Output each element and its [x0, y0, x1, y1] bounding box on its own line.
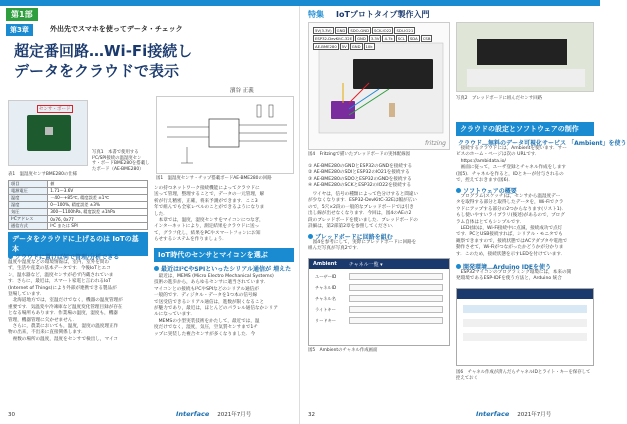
body-line: 図4を参考にして，実際にブレッドボードに回路を	[308, 240, 417, 245]
issue: 2021年7月号	[517, 412, 552, 418]
pin-label: ESP32-DevKitC-32E	[315, 36, 353, 41]
body-line: 技術の進歩から，あらゆるセンサに適当されています．	[154, 280, 269, 286]
bullet-icon	[456, 264, 461, 269]
body-line: 管理，機器管理に欠かせません．	[8, 317, 78, 323]
body-line: 登場しています．	[8, 291, 45, 297]
left-page	[0, 0, 300, 424]
fig3-caption: 図5 Ambientのチャネル作成画面	[308, 348, 378, 353]
screen-field-label: ライトキー	[315, 306, 336, 312]
screen-field-label: ユーザーID	[315, 273, 337, 279]
table-row	[9, 209, 148, 216]
body-line: 段のブレッドボードを使いました．ブレッドボードの	[308, 217, 418, 223]
body-line: (Internet of Things)により外部が連携できる製品が	[8, 285, 117, 291]
body-line: 物の出来，不出来に直接関係します．	[8, 330, 86, 336]
bullet-icon	[456, 188, 461, 193]
chapter-tag: 第3章	[6, 24, 33, 36]
breadboard-image	[467, 69, 585, 87]
table-cell: 0～100%, 精度誤差 ±3%	[48, 202, 148, 209]
section1-heading: データをクラウドに上げるのは IoTの基本	[8, 232, 148, 256]
section2-heading: IoT時代のセンサとマイコンを選ぶ	[154, 248, 294, 262]
body-line: ず，生活や産業の基本データです．今後IoTとエコ	[8, 266, 111, 272]
channel-row	[463, 319, 587, 327]
fig2-caption: 図4 Fritzingで描いたブレッドボードの実体配線図	[308, 152, 411, 157]
mid-text	[308, 192, 450, 230]
table-cell: 項目	[9, 181, 48, 188]
issue: 2021年7月号	[217, 412, 252, 418]
wiring-list	[308, 164, 450, 190]
body-line: 本章では，温度，湿度センサをマイコンにつなぎ，	[154, 217, 264, 223]
pin-label: SDO-GND	[350, 28, 369, 33]
body-line: ルになっています．	[154, 312, 195, 318]
body-line: す．さらに，最近は，スマート家電と言われるIoT	[8, 279, 111, 285]
magazine-name: Interface	[176, 410, 210, 418]
body-line: インターネットにより，測定結果をクラウドに送っ	[154, 224, 260, 230]
body-line: ップに実装した複合センサが多くなりました．今	[154, 331, 256, 337]
body-line: 一般的です．ディジタル・データを1つ本の信号線	[154, 293, 258, 299]
screen-field-input[interactable]	[349, 273, 443, 280]
sub6-text: 開発環境…Arduino IDEを使う	[463, 264, 552, 271]
screen-field-label: リードキー	[315, 317, 336, 323]
body-line: で送受信できるシリアル通信は，進数が限くなること	[154, 299, 265, 305]
screen-field-input[interactable]	[349, 317, 443, 324]
table-cell: －40～+85℃, 精度誤差 ±1℃	[48, 195, 148, 202]
top-bar	[0, 0, 300, 6]
pin-label: 5V(3.3V)	[315, 28, 332, 33]
wiring-item: ① AE-BME280のGNDとESP32のGNDを接続する	[308, 164, 413, 169]
body-line: 複数の場所の温度，湿度をセンサで検出し，マイコ	[8, 336, 118, 342]
top-bar	[300, 0, 600, 6]
body-line: が少なくなります．ESP32-DevKitC-32Eは幅が広い	[308, 198, 417, 204]
photo2	[456, 22, 594, 92]
body-line: ラム自体はとてもシンプルです．	[456, 219, 525, 225]
body-line: https://ambidata.io/	[456, 158, 506, 164]
pin-label: AE-BME280	[315, 44, 337, 49]
sub4-text: クラウド…無料のデータ可視化サービス 「Ambient」を使う	[458, 140, 627, 147]
table-cell: 300～1100hPa, 精度誤差 ±1hPa	[48, 209, 148, 216]
right-footer	[308, 412, 315, 418]
spec-table	[8, 180, 148, 230]
circuit-svg	[157, 97, 295, 175]
body-line: (図5)．チャネルを作ると，IDとキーが付与されるの	[456, 171, 564, 177]
body-line: 詳細は，第2部第2章を参照してください．	[308, 223, 397, 229]
bullet-icon	[154, 266, 159, 271]
fritzing-logo: fritzing	[424, 140, 446, 147]
table-row	[9, 216, 148, 223]
pin-label: SCK-IO22	[374, 28, 392, 33]
screen-field-input[interactable]	[349, 306, 443, 313]
table-cell: 気圧	[9, 209, 48, 216]
rc-text3	[456, 270, 594, 283]
sensor-chip-image	[45, 127, 53, 135]
body-line: 析が行え精密，正確，将来予測ができます．ここ3	[154, 198, 258, 204]
body-line: MEMSの小型実装技術をかたして，最近では，温	[154, 318, 260, 324]
body-line: 画面に従って，ユーザ登録とチャネル作成をします	[456, 165, 567, 171]
pin-label: 4.7k	[384, 36, 393, 41]
body-line: 送って管理，整理することで，データの一元管理，解	[154, 192, 265, 198]
body-line: プログラム(スケッチ)は，センサから温湿度デー	[456, 194, 561, 199]
table-cell: 1.71～3.6V	[48, 188, 148, 195]
sub2-heading	[154, 264, 296, 273]
page-number: 30	[8, 412, 15, 418]
right-title: IoTプロトタイプ製作入門	[336, 10, 430, 19]
body-line: らせするシステムを作りましょう．	[154, 237, 227, 243]
subtitle: 外出先でスマホを使ってデータ・チェック	[50, 25, 183, 33]
wiring-item: ④ AE-BME280のSCKとESP32のIO22を接続する	[308, 183, 412, 189]
table-row	[9, 181, 148, 188]
pin-label: SDA	[409, 36, 418, 41]
bullet-icon	[8, 254, 13, 259]
col1-text	[8, 260, 150, 343]
wiring-figure	[308, 22, 450, 150]
channel-row	[463, 333, 587, 341]
body-line: で，控えておきます(図6)．	[456, 177, 513, 183]
bullet-icon	[308, 234, 313, 239]
body-line: です．PCとUSB接続すれば，シリアル・モニタでも	[456, 232, 563, 238]
pin-label: SDI-IO21	[396, 28, 414, 33]
body-line: 動作させて，Wi-Fiがつながったかどうかが分かりま	[456, 245, 564, 251]
screen-field-label: チャネルID	[315, 284, 337, 290]
magazine-name: Interface	[476, 410, 510, 418]
pin-label: SCL	[397, 36, 405, 41]
body-line: が魅力であり，最近は，ほとんどのパラレル通信なかシリア	[154, 305, 278, 311]
channel-screenshot	[456, 288, 594, 366]
rc-text2	[456, 194, 594, 258]
right-part-tag: 特集	[308, 10, 324, 19]
col2b-text	[154, 274, 296, 338]
photo2-caption: 写真2 ブレッドボードに組んだセンサ回路	[456, 96, 542, 101]
pin-label: 10k	[365, 44, 373, 49]
body-line: 接続するクラウドには，Ambientを使います．サー	[456, 146, 567, 151]
body-line: ウドにアップする部分の2つからなります(リスト1)．	[456, 206, 567, 212]
body-line: もし使いやすいライブラリ(後述)があるので，プログ	[456, 213, 565, 219]
screen-field-label: チャネル名	[315, 295, 336, 301]
sub2-text: 最近はI²CやSPIといったシリアル通信が 増えた	[161, 266, 292, 273]
body-line: タを取得する部分と取得したデータを，Wi-Fiでクラ	[456, 200, 564, 206]
left-footer	[8, 412, 15, 418]
circuit-diagram	[156, 96, 294, 174]
body-line: ンの持つネットワーク接続機能によってクラウドに	[154, 186, 260, 191]
pin-label: 5V	[341, 44, 347, 49]
body-line: 北海道地方では，室温だけでなく，機器の温度管理が	[8, 298, 123, 304]
ambient-fields	[309, 269, 449, 332]
screen-field-input[interactable]	[349, 284, 443, 291]
body-line: ESP32マイコンのプログラミング環境には，本来の開	[456, 270, 572, 275]
page-number: 32	[308, 412, 315, 418]
body-line: 組んだ写真が写真2です．	[308, 246, 362, 252]
sub3-text: ブレッドボードに回路を組む	[315, 234, 393, 241]
ambient-screenshot	[308, 258, 450, 346]
pin-label: GND	[357, 36, 366, 41]
ambient-tab: チャネル一覧 ▾	[348, 261, 383, 268]
right-page	[300, 0, 627, 424]
body-line: さらに，農業においても，温度，湿度の温度理正作	[8, 323, 119, 329]
sub3-body	[308, 240, 450, 253]
body-line: となる場所もあります．作業場の温度，湿度も，機器	[8, 311, 118, 317]
body-line: ン，温水器など，温度センサが必ず内蔵されていま	[8, 272, 114, 278]
body-line: 温度や湿度などの環境情報は，室内，室外を問わ	[8, 260, 110, 265]
title-line2: データをクラウドで表示	[14, 62, 180, 80]
pin-labels	[313, 27, 447, 50]
screen-field-input[interactable]	[349, 295, 443, 302]
ambient-brand: Ambient	[313, 261, 337, 267]
body-line: 最近は，MEMS (Micro Electro Mechanical Systems)	[154, 274, 274, 279]
table-cell: 通信方式	[9, 223, 48, 230]
screen-field-row	[315, 284, 443, 291]
table-cell: 湿度	[9, 202, 48, 209]
table-cell: 値	[48, 181, 148, 188]
body-line: 出し線が出せなくなります．今回は，図4のAEの2	[308, 211, 412, 217]
table-cell: 0x76, 0x77	[48, 216, 148, 223]
table-row	[9, 188, 148, 195]
board-image	[477, 39, 567, 65]
fig1-caption: 図1 温湿度センサ・チップ搭載ボードAE-BME280の回路	[156, 176, 272, 181]
photo-label: センサ・ボード	[39, 107, 71, 112]
table-cell: I²C または SPI	[48, 223, 148, 230]
screen-field-row	[315, 295, 443, 302]
section3-heading: クラウドの設定とソフトウェアの制作	[456, 122, 594, 136]
photo1	[8, 100, 88, 166]
channel-row	[463, 305, 587, 313]
body-line: て，グラフ化し，結果をPCやスマートフォンにお知	[154, 230, 261, 236]
left-footer-brand	[176, 410, 251, 418]
screen-field-row	[315, 317, 443, 324]
body-line: マイコンとの接続もI²CやSPIなどのシリアル通信が	[154, 286, 259, 292]
col2-text	[154, 186, 296, 244]
pin-label: GND	[336, 28, 346, 33]
table-caption: 表1 温湿度センサBME280の仕様	[8, 172, 78, 177]
screen-field-row	[315, 273, 443, 280]
wiring-item: ② AE-BME280のSDIとESP32のIO21を接続する	[308, 170, 410, 176]
right-footer-brand	[476, 410, 551, 418]
channel-header	[457, 289, 593, 299]
table-row	[9, 202, 148, 209]
table-cell: 電源電圧	[9, 188, 48, 195]
body-line: ビスのホーム・ページは次の URLです．	[456, 152, 540, 158]
pin-label: GND	[351, 44, 361, 49]
body-line: ワイヤは，信号の種類によって色分けすると間違い	[308, 192, 419, 197]
body-line: ので，5穴×2段の一般的なブレッドボードでは引き	[308, 204, 414, 210]
body-line: 重要です．気温変や冷凍庫など温度変化管理目録が存在	[8, 304, 123, 310]
table-cell: I²Cアドレス	[9, 216, 48, 223]
screen-field-row	[315, 306, 443, 313]
fig4-caption: 図6 チャネル作成が済んだらチャネルIDとライト・キーを保存して控えておく	[456, 370, 591, 381]
author: 濱谷 正義	[230, 88, 254, 94]
body-line: LED(緑)は，Wi-Fi接続中に点滅，接続成功で点灯	[456, 225, 563, 231]
body-line: す．このため，接続状態を示すLEDを付けています．	[456, 251, 566, 257]
rc-text1	[456, 146, 594, 184]
wiring-item: ③ AE-BME280のSDOとESP32のGNDを接続する	[308, 176, 412, 182]
title-line1: 超定番回路…Wi-Fi接続し	[14, 42, 193, 60]
pin-label: CSB	[422, 36, 431, 41]
table-row	[9, 195, 148, 202]
pin-label: 3.3V	[370, 36, 380, 41]
table-row	[9, 223, 148, 230]
photo1-caption: 写真1 本書で使用する I²C/SPI接続の温湿度センサ・ボードBME280を搭載したボード（AE-BME280）	[92, 150, 150, 172]
body-line: した．	[154, 211, 168, 217]
table-cell: 温度	[9, 195, 48, 202]
ambient-header	[309, 259, 449, 269]
body-line: 度だけでなく，湿度，気圧，空気質センサまで1チ	[154, 325, 258, 331]
body-line: 年で組んでも全家レベルのことができるようになりま	[154, 205, 265, 211]
body-line: 観察できますので，接続状態ではACアダプタや電池で	[456, 238, 568, 244]
body-line: 発環境であるESP-IDFを使う方法と，Arduino 統合	[456, 276, 562, 282]
sub1-text: クラウドに置けば何で管理/分析できる	[15, 254, 120, 261]
part-tag: 第1部	[6, 8, 38, 21]
sub5-text: ソフトウェアの概要	[463, 188, 517, 195]
